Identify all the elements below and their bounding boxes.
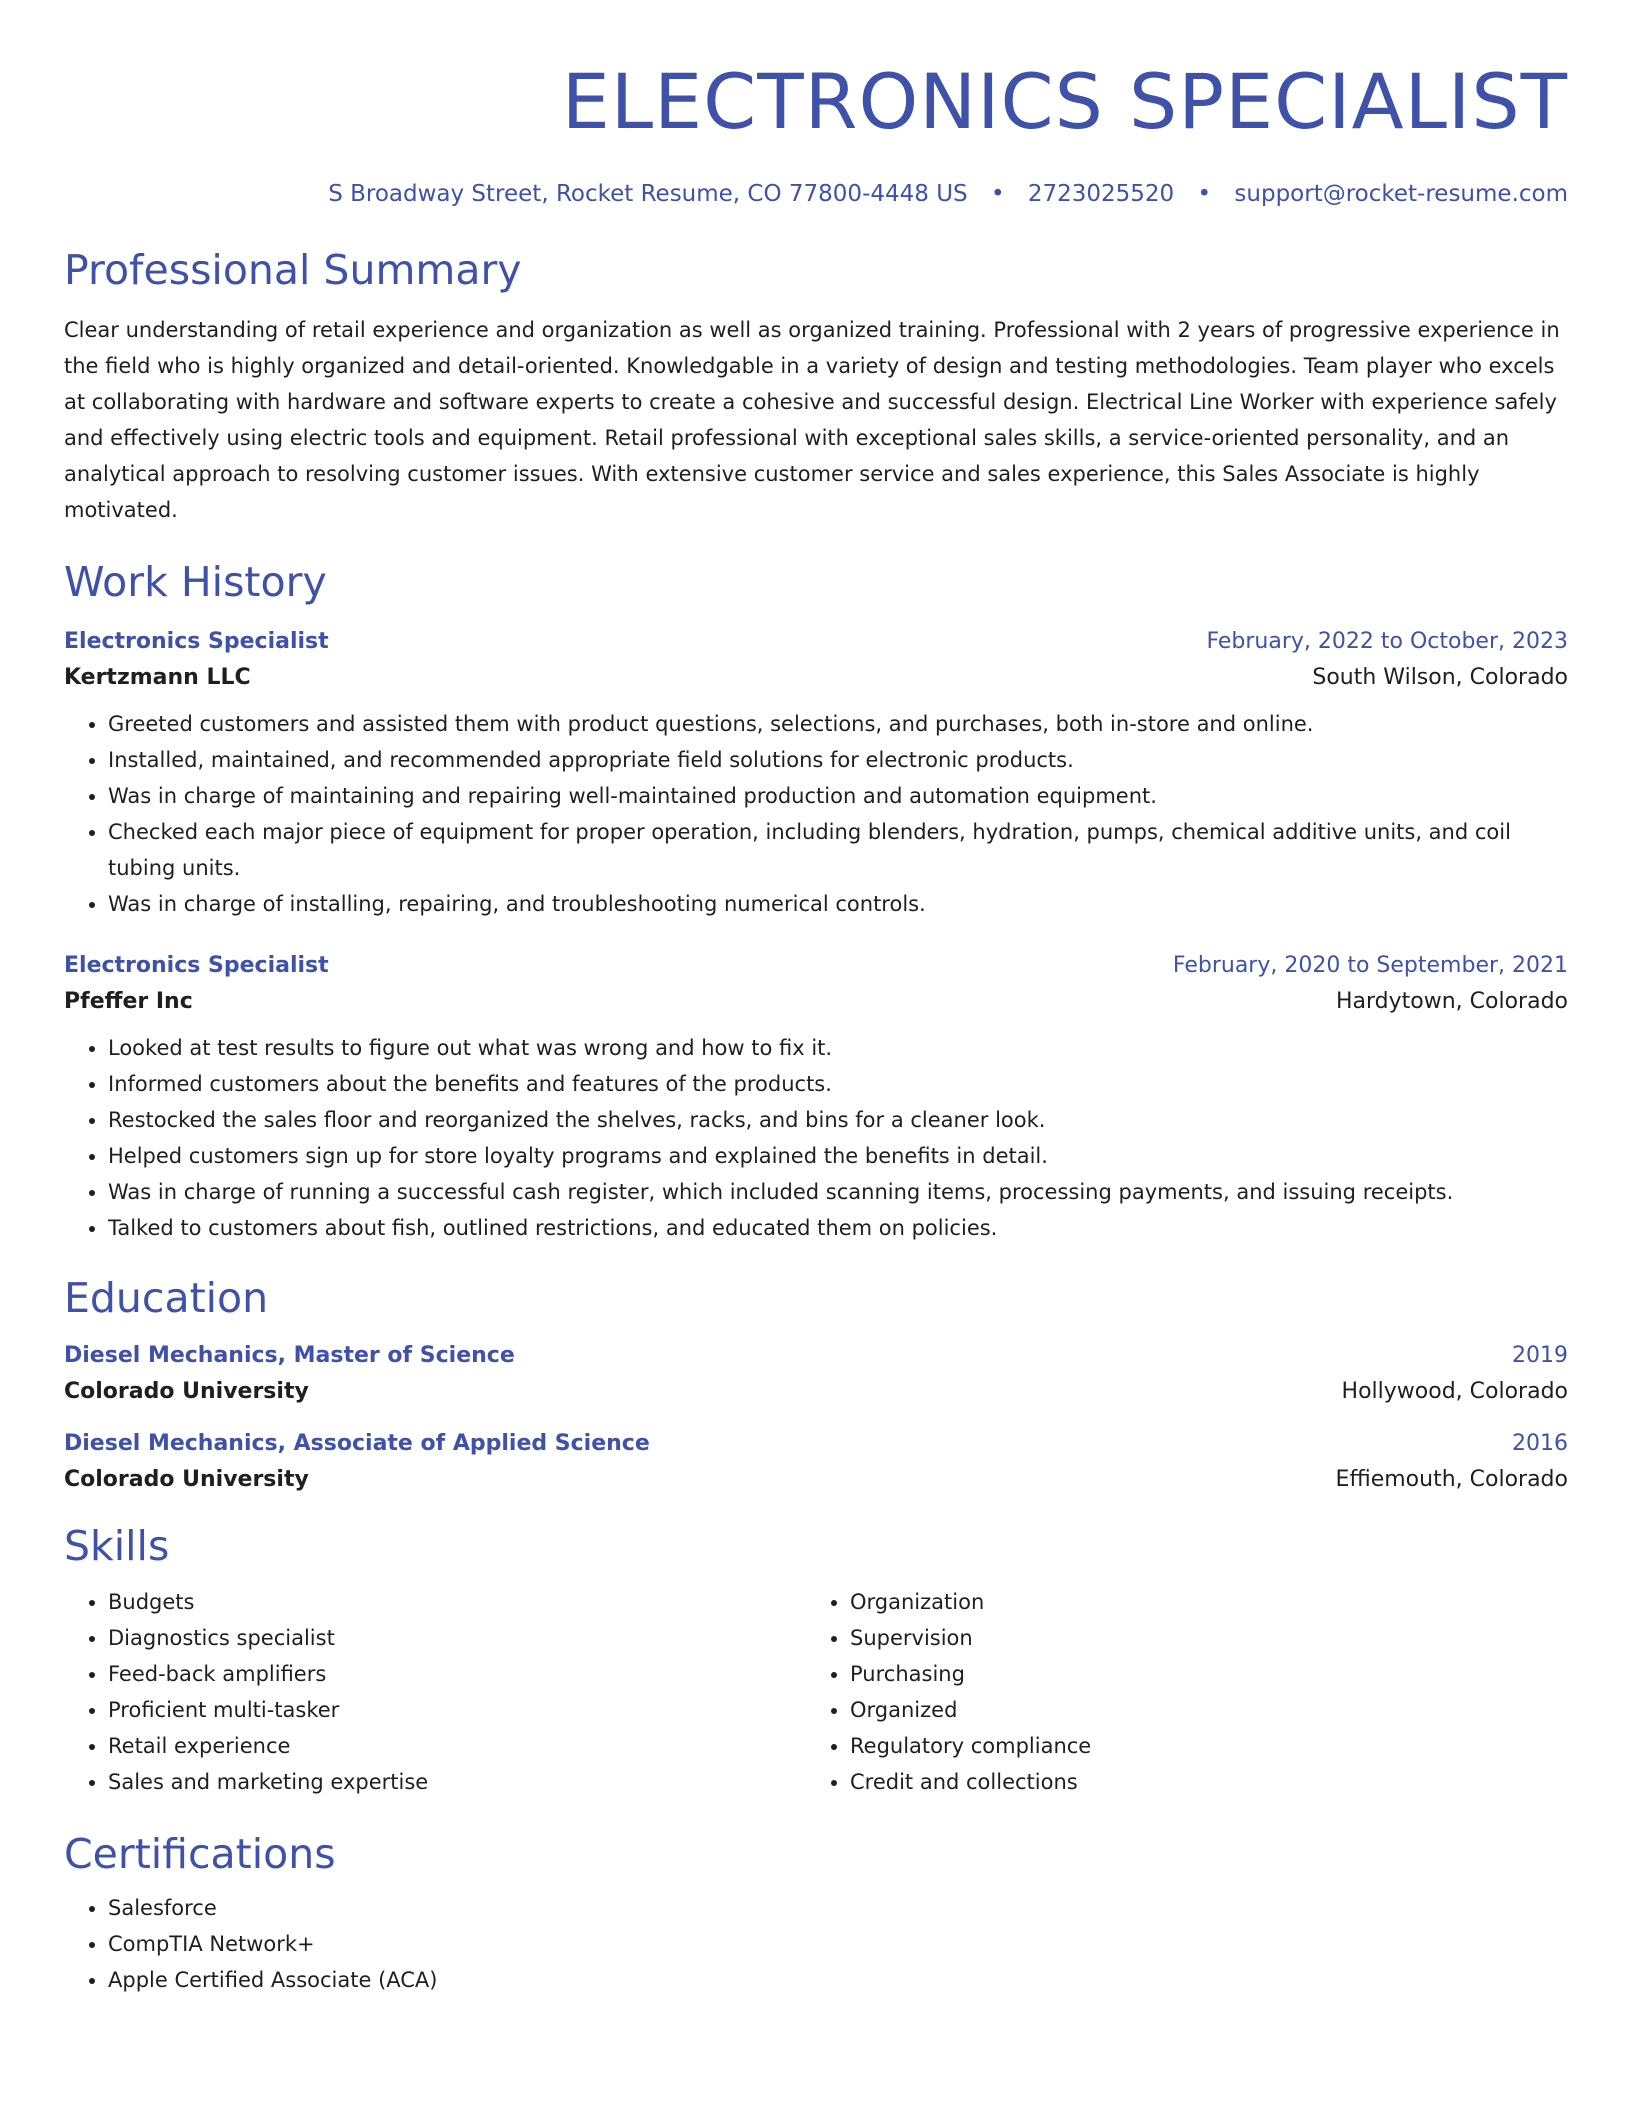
certifications-list [64, 1890, 1568, 1998]
job-bullet: • Informed customers about the benefits and features of the products. [108, 1066, 1568, 1102]
skill-item: • Diagnostics specialist [108, 1620, 806, 1656]
job-bullet: • Installed, maintained, and recommended appropriate field solutions for electronic products. [108, 742, 1568, 778]
job-role: Electronics Specialist [64, 953, 329, 978]
skills-column-right [806, 1584, 1548, 1800]
job-entry [64, 624, 1568, 922]
education-degree: Diesel Mechanics, Associate of Applied Science [64, 1431, 650, 1456]
education-year: 2016 [1512, 1431, 1568, 1456]
job-bullet: • Was in charge of installing, repairing, and troubleshooting numerical controls. [108, 886, 1568, 922]
education-header-row [64, 1426, 1568, 1462]
job-bullet: • Looked at test results to figure out what was wrong and how to fix it. [108, 1030, 1568, 1066]
contact-address: S Broadway Street, Rocket Resume, CO 77800-4448 US [328, 181, 968, 207]
skill-item: • Retail experience [108, 1728, 806, 1764]
education-year: 2019 [1512, 1343, 1568, 1368]
job-dates: February, 2020 to September, 2021 [1172, 953, 1568, 978]
section-title-skills: Skills [64, 1522, 170, 1570]
job-bullet: • Greeted customers and assisted them with product questions, selections, and purchases, both in-store and online. [108, 706, 1568, 742]
job-bullet-list [64, 1030, 1568, 1246]
job-company: Pfeffer Inc [64, 989, 193, 1014]
skills-column-left [64, 1584, 806, 1800]
job-bullet-list [64, 706, 1568, 922]
section-title-work-history: Work History [64, 558, 327, 606]
job-bullet: • Checked each major piece of equipment for proper operation, including blenders, hydration, pumps, chemical additive units, and coil tubing units. [108, 814, 1568, 886]
education-school: Colorado University [64, 1467, 309, 1492]
job-company-row [64, 984, 1568, 1020]
section-title-education: Education [64, 1274, 269, 1322]
job-company-row [64, 660, 1568, 696]
job-header-row [64, 948, 1568, 984]
certification-item: • Apple Certified Associate (ACA) [108, 1962, 1568, 1998]
skill-item: • Organized [850, 1692, 1548, 1728]
summary-text: Clear understanding of retail experience and organization as well as organized training. Professional with 2 years of progressive experience in the field who is highly organized and detail-oriented. Knowledgable in a variety of design and testing methodologies. Team player who excels at collaborating with hardware and software experts to create a cohesive and successful design. Electrical Line Worker with experience safely and effectively using electric tools and equipment. Retail professional with exceptional sales skills, a service-oriented personality, and an analytical approach to resolving customer issues. With extensive customer service and sales experience, this Sales Associate is highly motivated. [64, 318, 1560, 522]
contact-phone: 2723025520 [1027, 181, 1175, 207]
job-bullet: • Talked to customers about fish, outlined restrictions, and educated them on policies. [108, 1210, 1568, 1246]
job-bullet: • Restocked the sales floor and reorganized the shelves, racks, and bins for a cleaner look. [108, 1102, 1568, 1138]
education-degree: Diesel Mechanics, Master of Science [64, 1343, 515, 1368]
skill-item: • Proficient multi-tasker [108, 1692, 806, 1728]
education-entry [64, 1426, 1568, 1498]
contact-separator: • [990, 181, 1005, 207]
skill-item: • Purchasing [850, 1656, 1548, 1692]
skill-item: • Supervision [850, 1620, 1548, 1656]
education-location: Effiemouth, Colorado [1335, 1467, 1568, 1492]
job-dates: February, 2022 to October, 2023 [1206, 629, 1568, 654]
skill-item: • Budgets [108, 1584, 806, 1620]
education-school-row [64, 1374, 1568, 1410]
certification-item: • CompTIA Network+ [108, 1926, 1568, 1962]
skills-list [806, 1584, 1548, 1800]
education-school: Colorado University [64, 1379, 309, 1404]
contact-separator: • [1197, 181, 1212, 207]
job-bullet: • Helped customers sign up for store loyalty programs and explained the benefits in detail. [108, 1138, 1568, 1174]
job-header-row [64, 624, 1568, 660]
skill-item: • Feed-back amplifiers [108, 1656, 806, 1692]
certification-item: • Salesforce [108, 1890, 1568, 1926]
skills-grid [64, 1584, 1568, 1800]
resume-name: ELECTRONICS SPECIALIST [561, 57, 1568, 146]
resume-page [64, 52, 1568, 1998]
education-school-row [64, 1462, 1568, 1498]
job-entry [64, 948, 1568, 1246]
job-location: Hardytown, Colorado [1335, 989, 1568, 1014]
education-entry [64, 1338, 1568, 1410]
skill-item: • Regulatory compliance [850, 1728, 1548, 1764]
contact-email: support@rocket-resume.com [1234, 181, 1568, 207]
skills-list [64, 1584, 806, 1800]
skill-item: • Credit and collections [850, 1764, 1548, 1800]
section-title-certifications: Certifications [64, 1830, 336, 1878]
contact-line [64, 178, 1568, 210]
section-title-summary: Professional Summary [64, 246, 522, 294]
job-role: Electronics Specialist [64, 629, 329, 654]
education-header-row [64, 1338, 1568, 1374]
job-bullet: • Was in charge of maintaining and repairing well-maintained production and automation equipment. [108, 778, 1568, 814]
job-company: Kertzmann LLC [64, 665, 251, 690]
certifications-block [64, 1890, 1568, 1998]
skill-item: • Organization [850, 1584, 1548, 1620]
job-bullet: • Was in charge of running a successful cash register, which included scanning items, processing payments, and issuing receipts. [108, 1174, 1568, 1210]
education-location: Hollywood, Colorado [1341, 1379, 1568, 1404]
job-location: South Wilson, Colorado [1312, 665, 1568, 690]
skill-item: • Sales and marketing expertise [108, 1764, 806, 1800]
